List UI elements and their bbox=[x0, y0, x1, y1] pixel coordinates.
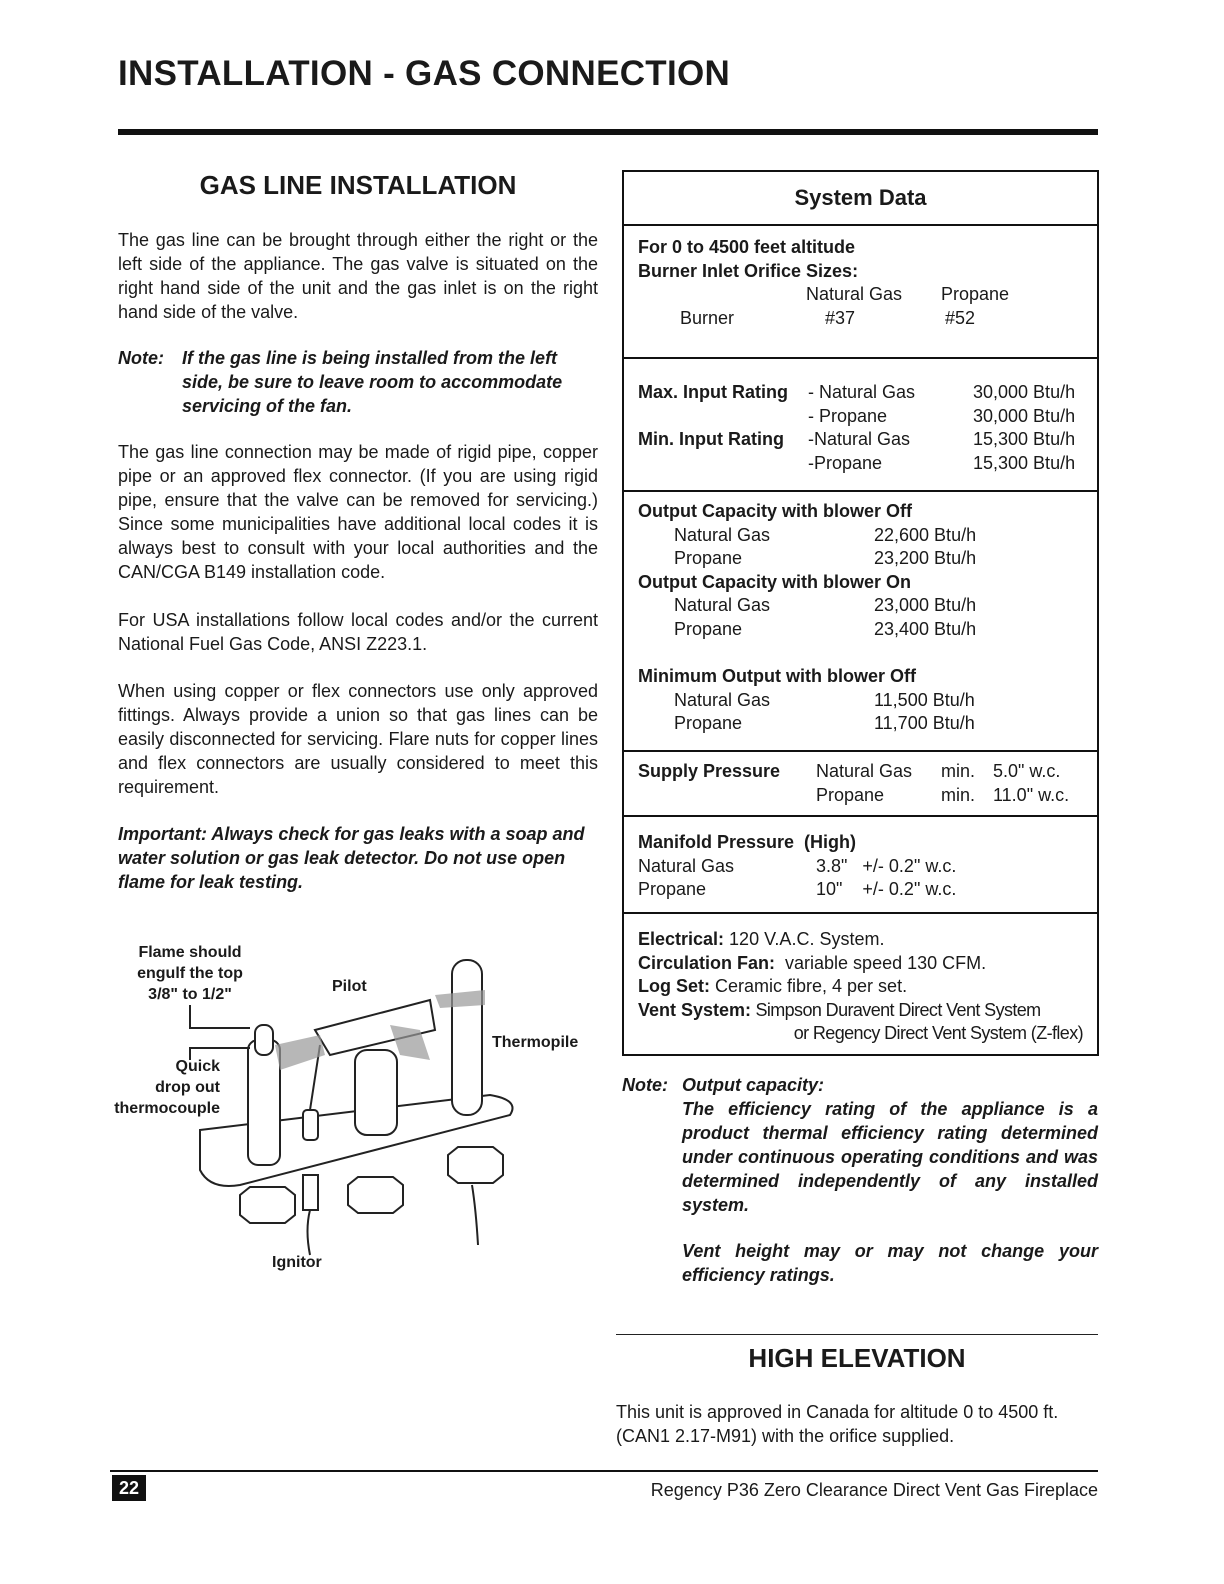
footer-title: Regency P36 Zero Clearance Direct Vent Gas Fireplace bbox=[650, 1480, 1098, 1500]
col-propane: Propane bbox=[941, 284, 1010, 304]
divider bbox=[616, 1334, 1098, 1335]
min-label: min. bbox=[941, 784, 976, 805]
burner-pr: #52 bbox=[945, 307, 976, 328]
label: Circulation Fan: bbox=[638, 952, 776, 973]
value: 30,000 Btu/h bbox=[973, 382, 1076, 402]
fuel: -Natural Gas bbox=[808, 429, 911, 449]
paragraph: When using copper or flex connectors use only approved fittings. Always provide a union so that gas lines can be easily disconnected for servicing. Flare nuts for copper lines and flex connectors are usually considered to meet this requirement. bbox=[118, 681, 598, 797]
value: variable speed 130 CFM. bbox=[775, 952, 987, 973]
fuel: Propane bbox=[674, 548, 743, 568]
flame-label bbox=[120, 942, 260, 1005]
value: 23,000 Btu/h bbox=[874, 595, 977, 615]
burner-ng: #37 bbox=[825, 307, 856, 328]
value: 23,400 Btu/h bbox=[874, 618, 977, 639]
fuel: Natural Gas bbox=[674, 595, 771, 615]
system-data-title: System Data bbox=[794, 185, 927, 210]
fuel: Propane bbox=[674, 713, 743, 733]
value: 23,200 Btu/h bbox=[874, 548, 977, 568]
value: Ceramic fibre, 4 per set. bbox=[710, 976, 908, 996]
altitude-text: For 0 to 4500 feet altitude bbox=[638, 237, 856, 257]
gas-line-heading: GAS LINE INSTALLATION bbox=[199, 170, 517, 200]
col-natural-gas: Natural Gas bbox=[806, 284, 903, 304]
value: 11,500 Btu/h bbox=[874, 689, 975, 710]
label: Log Set: bbox=[638, 976, 710, 996]
value: 11,700 Btu/h bbox=[874, 713, 975, 733]
orifice-section bbox=[624, 224, 1097, 357]
manifold-pressure-section bbox=[624, 815, 1097, 912]
title-rule bbox=[118, 129, 1098, 135]
fuel: Propane bbox=[674, 618, 743, 639]
value: 30,000 Btu/h bbox=[973, 405, 1076, 426]
value: 22,600 Btu/h bbox=[874, 524, 977, 545]
flame-label-line: engulf the top bbox=[137, 965, 243, 982]
thermocouple-label-line: thermocouple bbox=[114, 1100, 220, 1117]
value: 120 V.A.C. System. bbox=[724, 929, 885, 949]
ignitor-label: Ignitor bbox=[272, 1254, 322, 1271]
supply-pressure-section bbox=[624, 750, 1097, 815]
label: Electrical: bbox=[638, 929, 725, 949]
pilot-label: Pilot bbox=[332, 978, 367, 995]
footer-rule bbox=[110, 1470, 1098, 1472]
important-note: Important: Always check for gas leaks with a soap and water solution or gas leak detector. Do not use open flame for leak testing. bbox=[118, 824, 585, 892]
efficiency-note: The efficiency rating of the appliance is a product thermal efficiency rating determined under continuous operating conditions and was determined independently of any installed system. bbox=[682, 1099, 1098, 1215]
value: 10" +/- 0.2" w.c. bbox=[816, 879, 957, 899]
high-elevation-text: This unit is approved in Canada for altitude 0 to 4500 ft. (CAN1 2.17-M91) with the orifice supplied. bbox=[616, 1402, 1059, 1446]
supply-pressure-label: Supply Pressure bbox=[638, 761, 781, 781]
fuel: Propane bbox=[816, 784, 885, 805]
fuel: - Propane bbox=[808, 405, 888, 426]
fuel: -Propane bbox=[808, 452, 883, 473]
fuel: Natural Gas bbox=[816, 761, 913, 781]
system-data-table bbox=[622, 170, 1099, 1056]
vent-height-note: Vent height may or may not change your efficiency ratings. bbox=[682, 1241, 1098, 1285]
output-off-heading: Output Capacity with blower Off bbox=[638, 501, 912, 521]
thermocouple-label-line: Quick bbox=[175, 1058, 220, 1075]
value: Simpson Duravent Direct Vent System bbox=[751, 999, 1041, 1020]
value: 5.0" w.c. bbox=[993, 761, 1061, 781]
page-title: INSTALLATION - GAS CONNECTION bbox=[118, 54, 731, 93]
flame-label-line: Flame should bbox=[138, 944, 242, 961]
value: 15,300 Btu/h bbox=[973, 429, 1076, 449]
thermopile-label: Thermopile bbox=[492, 1034, 579, 1051]
output-section bbox=[624, 490, 1097, 750]
thermocouple-label-line: drop out bbox=[155, 1079, 220, 1096]
fuel: Natural Gas bbox=[638, 855, 735, 876]
output-note-header bbox=[622, 1073, 824, 1097]
note-label: Note: bbox=[118, 348, 164, 368]
burner-label: Burner bbox=[680, 307, 735, 328]
high-elevation-heading: HIGH ELEVATION bbox=[748, 1343, 966, 1373]
min-label: min. bbox=[941, 761, 976, 781]
note bbox=[118, 346, 598, 418]
fuel: Natural Gas bbox=[674, 689, 771, 710]
label: Vent System: bbox=[638, 999, 752, 1020]
value: or Regency Direct Vent System (Z-flex) bbox=[793, 1023, 1083, 1043]
paragraph: The gas line connection may be made of rigid pipe, copper pipe or an approved flex connector. (If you are using rigid pipe, ensure that the valve can be removed for servicing.) Since some municipalities have additional local codes it is always best to consult with your local authorities and the CAN/CGA B149 installation code. bbox=[118, 442, 598, 582]
fuel: Natural Gas bbox=[674, 524, 771, 545]
paragraph: The gas line can be brought through either the right or the left side of the appliance. The gas valve is situated on the right hand side of the unit and the gas inlet is on the right hand side of the valve. bbox=[118, 230, 598, 322]
output-on-heading: Output Capacity with blower On bbox=[638, 571, 912, 592]
min-input-label: Min. Input Rating bbox=[638, 429, 784, 449]
electrical-section bbox=[624, 912, 1097, 1054]
fuel: Propane bbox=[638, 879, 707, 899]
value: 11.0" w.c. bbox=[993, 784, 1070, 805]
value: 15,300 Btu/h bbox=[973, 452, 1076, 473]
note-text: If the gas line is being installed from the left side, be sure to leave room to accommodate servicing of the fan. bbox=[182, 348, 563, 416]
note-label: Note: bbox=[622, 1075, 668, 1095]
manifold-heading: Manifold Pressure (High) bbox=[638, 832, 857, 852]
fuel: - Natural Gas bbox=[808, 382, 916, 402]
paragraph: For USA installations follow local codes and/or the current National Fuel Gas Code, ANSI Z223.1. bbox=[118, 610, 598, 654]
flame-label-line: 3/8" to 1/2" bbox=[148, 986, 232, 1003]
max-input-label: Max. Input Rating bbox=[638, 382, 788, 402]
thermocouple-label bbox=[100, 1056, 220, 1119]
value: 3.8" +/- 0.2" w.c. bbox=[816, 855, 957, 876]
pilot-assembly-diagram bbox=[100, 930, 600, 1280]
orifice-heading: Burner Inlet Orifice Sizes: bbox=[638, 260, 859, 281]
note-title: Output capacity: bbox=[682, 1075, 825, 1095]
page-number: 22 bbox=[112, 1475, 146, 1501]
input-rating-section bbox=[624, 357, 1097, 490]
min-output-heading: Minimum Output with blower Off bbox=[638, 666, 916, 686]
